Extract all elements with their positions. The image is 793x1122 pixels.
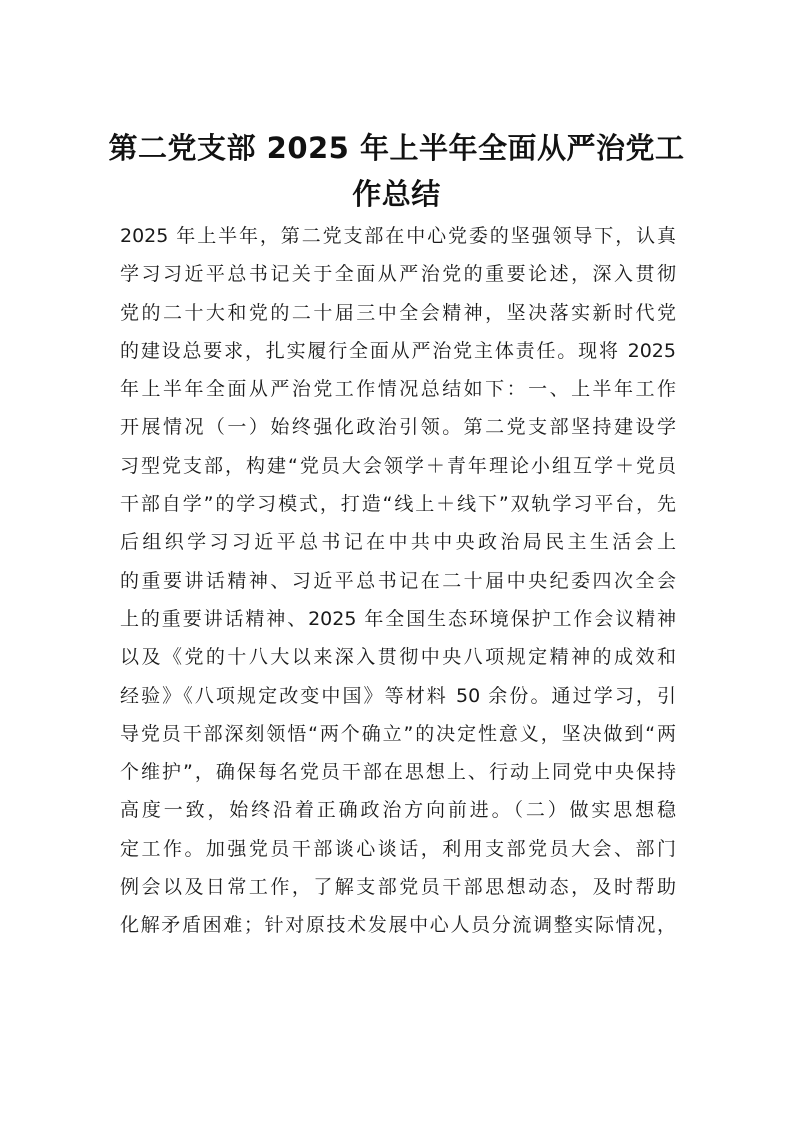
body-line: 的重要讲话精神、习近平总书记在二十届中央纪委四次全会 (120, 569, 676, 592)
body-line: 2025 年上半年，第二党支部在中心党委的坚强领导下，认真 (120, 225, 676, 247)
body-line: 后组织学习习近平总书记在中共中央政治局民主生活会上 (120, 531, 676, 554)
document-title-line-1: 第二党支部 2025 年上半年全面从严治党工 (108, 131, 685, 165)
body-line: 上的重要讲话精神、2025 年全国生态环境保护工作会议精神 (120, 607, 676, 630)
body-line: 年上半年全面从严治党工作情况总结如下：一、上半年工作 (120, 378, 676, 401)
body-line: 的建设总要求，扎实履行全面从严治党主体责任。现将 2025 (120, 339, 676, 362)
body-line: 导党员干部深刻领悟“两个确立”的决定性意义，坚决做到“两 (120, 722, 676, 745)
body-line: 化解矛盾困难；针对原技术发展中心人员分流调整实际情况， (120, 914, 676, 937)
body-line: 习型党支部，构建“党员大会领学＋青年理论小组互学＋党员 (120, 454, 676, 477)
body-line: 党的二十大和党的二十届三中全会精神，坚决落实新时代党 (120, 301, 676, 324)
document-body (120, 217, 676, 945)
body-line: 干部自学”的学习模式，打造“线上＋线下”双轨学习平台，先 (120, 493, 676, 516)
body-line: 开展情况（一）始终强化政治引领。第二党支部坚持建设学 (120, 416, 676, 439)
body-line: 高度一致，始终沿着正确政治方向前进。（二）做实思想稳 (120, 799, 676, 822)
body-line: 学习习近平总书记关于全面从严治党的重要论述，深入贯彻 (120, 263, 676, 286)
body-line: 例会以及日常工作，了解支部党员干部思想动态，及时帮助 (120, 876, 676, 899)
body-line: 定工作。加强党员干部谈心谈话，利用支部党员大会、部门 (120, 837, 676, 860)
body-line: 经验》《八项规定改变中国》等材料 50 余份。通过学习，引 (120, 684, 676, 707)
document-title-line-2: 作总结 (352, 177, 441, 211)
body-line: 个维护”，确保每名党员干部在思想上、行动上同党中央保持 (120, 761, 676, 784)
body-line: 以及《党的十八大以来深入贯彻中央八项规定精神的成效和 (120, 646, 676, 669)
